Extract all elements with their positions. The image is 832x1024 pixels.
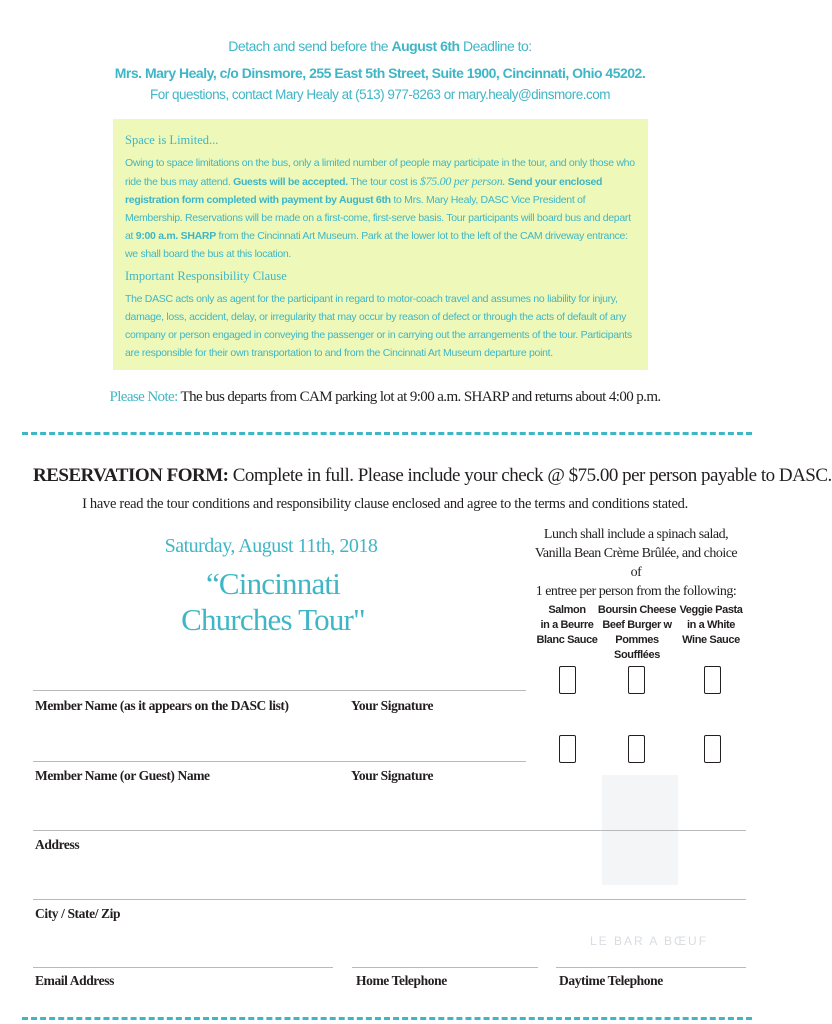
- entree-option-pasta: Veggie Pasta in a White Wine Sauce: [679, 604, 743, 646]
- agreement-text: I have read the tour conditions and responsibility clause enclosed and agree to the terms and conditions stated.: [82, 496, 688, 512]
- watermark-text: LE BAR A BŒUF: [590, 934, 709, 948]
- pasta-checkbox-2[interactable]: [704, 735, 721, 763]
- form-title: RESERVATION FORM: Complete in full. Please include your check @ $75.00 per person payable to DASC.: [33, 465, 832, 486]
- salmon-checkbox-2[interactable]: [559, 735, 576, 763]
- responsibility-heading: Important Responsibility Clause: [125, 269, 287, 283]
- tour-name: “Cincinnati Churches Tour": [181, 566, 365, 637]
- deadline-line: Detach and send before the August 6th Deadline to:: [228, 38, 532, 54]
- email-label: Email Address: [35, 973, 114, 988]
- detach-line-top: [22, 432, 752, 435]
- address-line[interactable]: [33, 830, 746, 831]
- home-phone-label: Home Telephone: [356, 973, 447, 988]
- day-phone-label: Daytime Telephone: [559, 973, 663, 988]
- please-note: Please Note: The bus departs from CAM parking lot at 9:00 a.m. SHARP and returns about 4:00 p.m.: [109, 389, 661, 405]
- signature-label-2: Your Signature: [351, 768, 434, 783]
- city-line[interactable]: [33, 899, 746, 900]
- guest-name-label: Member Name (or Guest) Name: [35, 768, 210, 783]
- pasta-checkbox-1[interactable]: [704, 666, 721, 694]
- city-state-zip-label: City / State/ Zip: [35, 906, 121, 921]
- home-phone-line[interactable]: [352, 967, 538, 968]
- notice-box: [113, 119, 648, 370]
- contact-line: For questions, contact Mary Healy at (513) 977-8263 or mary.healy@dinsmore.com: [150, 87, 610, 102]
- member-name-label: Member Name (as it appears on the DASC list): [35, 698, 289, 713]
- lunch-description: Lunch shall include a spinach salad, Vanilla Bean Crème Brûlée, and choice of 1 entree per person from the following:: [534, 527, 738, 599]
- guest-name-line[interactable]: [33, 761, 526, 762]
- member-name-line[interactable]: [33, 690, 526, 691]
- signature-label-1: Your Signature: [351, 698, 434, 713]
- space-paragraph: Owing to space limitations on the bus, only a limited number of people may participate in the tour, and only those who ride the bus may attend. Guests will be accepted. The tour cost is $75.00 per person. Send your enclosed registration form completed with payment by August 6th to Mrs. Mary Healy, DASC Vice President of Membership. Reservations will be made on a first-come, first-serve basis. Tour participants will board bus and depart at 9:00 a.m. SHARP from the Cincinnati Art Museum. Park at the lower lot to the left of the CAM driveway entrance: we shall board the bus at this location.: [125, 157, 635, 260]
- tour-date: Saturday, August 11th, 2018: [164, 535, 378, 557]
- email-line[interactable]: [33, 967, 333, 968]
- mailing-address: Mrs. Mary Healy, c/o Dinsmore, 255 East 5th Street, Suite 1900, Cincinnati, Ohio 45202.: [114, 65, 646, 81]
- detach-line-bottom: [22, 1017, 752, 1020]
- burger-checkbox-2[interactable]: [628, 735, 645, 763]
- day-phone-line[interactable]: [556, 967, 746, 968]
- entree-option-salmon: Salmon in a Beurre Blanc Sauce: [536, 604, 598, 646]
- salmon-checkbox-1[interactable]: [559, 666, 576, 694]
- responsibility-paragraph: The DASC acts only as agent for the participant in regard to motor-coach travel and assumes no liability for injury, damage, loss, accident, delay, or irregularity that may occur by reason of defect or through the acts of default of any company or person engaged in conveying the passenger or in carrying out the arrangements of the tour. Participants are responsible for their own transportation to and from the Cincinnati Art Museum departure point.: [125, 293, 632, 359]
- entree-option-burger: Boursin Cheese Beef Burger w Pommes Soufflées: [597, 604, 677, 661]
- space-heading: Space is Limited...: [125, 133, 219, 147]
- burger-checkbox-1[interactable]: [628, 666, 645, 694]
- address-label: Address: [35, 837, 80, 852]
